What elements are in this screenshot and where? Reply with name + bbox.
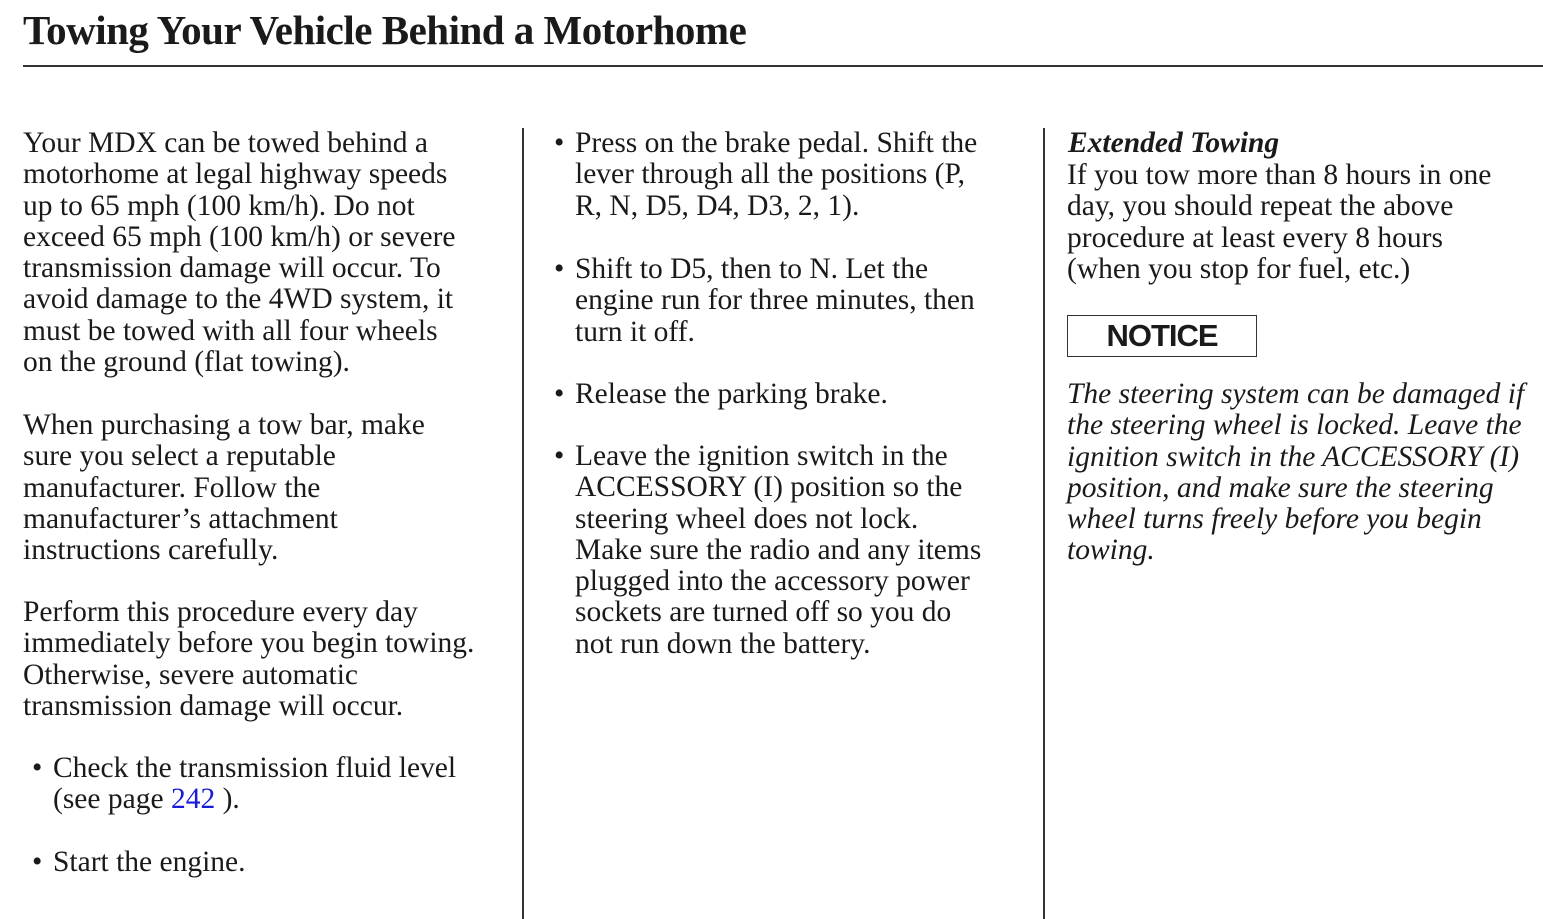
bullet-item — [32, 752, 457, 816]
text-line: When purchasing a tow bar, make — [23, 409, 425, 441]
bullet-item — [554, 127, 978, 222]
text-line: towing. — [1067, 534, 1155, 567]
paragraph — [23, 410, 425, 566]
text-line: (when you stop for fuel, etc.) — [1067, 252, 1411, 285]
text-line: transmission damage will occur. — [23, 689, 404, 722]
bullet-text — [575, 128, 977, 222]
text-line: not run down the battery. — [575, 627, 871, 660]
text-line: Perform this procedure every day — [23, 596, 418, 628]
text-line: transmission damage will occur. To — [23, 252, 441, 285]
text-line: position, and make sure the steering — [1067, 471, 1494, 504]
text-line: must be towed with all four wheels — [23, 314, 438, 347]
bullet-icon: • — [554, 440, 565, 472]
column-divider — [1043, 128, 1045, 919]
page-title: Towing Your Vehicle Behind a Motorhome — [23, 7, 747, 53]
text-line: manufacturer’s attachment — [23, 502, 338, 535]
text-line: Press on the brake pedal. Shift the — [575, 127, 978, 159]
paragraph — [23, 128, 456, 378]
text-line: on the ground (flat towing). — [23, 346, 350, 379]
text-line: Leave the ignition switch in the — [575, 440, 948, 472]
text-line: immediately before you begin towing. — [23, 627, 475, 660]
bullet-item — [32, 846, 246, 878]
text-line: exceed 65 mph (100 km/h) or severe — [23, 220, 456, 253]
title-rule — [23, 65, 1543, 67]
bullet-icon: • — [32, 752, 43, 784]
column-divider — [522, 128, 524, 919]
text-line: engine run for three minutes, then — [575, 284, 975, 317]
text-line: sure you select a reputable — [23, 440, 336, 473]
text-line: If you tow more than 8 hours in one — [1067, 159, 1492, 191]
bullet-text: (see page — [53, 783, 171, 816]
notice-label: NOTICE — [1067, 315, 1257, 357]
text-line: turn it off. — [575, 315, 695, 348]
bullet-icon: • — [554, 127, 565, 159]
bullet-text — [575, 254, 975, 348]
text-line: plugged into the accessory power — [575, 565, 970, 598]
text-line: the steering wheel is locked. Leave the — [1067, 409, 1522, 442]
text-line: Shift to D5, then to N. Let the — [575, 253, 929, 285]
bullet-text: Check the transmission fluid level — [53, 752, 457, 784]
text-line: ACCESSORY (I) position so the — [575, 471, 963, 504]
text-line: sockets are turned off so you do — [575, 596, 952, 629]
text-line: motorhome at legal highway speeds — [23, 158, 448, 191]
bullet-icon: • — [554, 253, 565, 285]
text-line: Otherwise, severe automatic — [23, 658, 359, 691]
bullet-item — [554, 253, 975, 348]
text-line: R, N, D5, D4, D3, 2, 1). — [575, 189, 860, 222]
text-line: Release the parking brake. — [575, 378, 888, 410]
section-heading: Extended Towing — [1068, 127, 1280, 159]
text-line: instructions carefully. — [23, 534, 279, 567]
text-line: avoid damage to the 4WD system, it — [23, 283, 454, 316]
bullet-item — [554, 378, 888, 410]
text-line: steering wheel does not lock. — [575, 502, 919, 535]
bullet-text: ). — [215, 783, 240, 816]
text-line: The steering system can be damaged if — [1067, 378, 1525, 410]
text-line: lever through all the positions (P, — [575, 158, 966, 191]
page-link-242[interactable]: 242 — [170, 783, 216, 816]
bullet-text — [575, 379, 888, 410]
bullet-text — [575, 441, 981, 660]
paragraph — [1067, 160, 1491, 285]
text-line: Your MDX can be towed behind a — [23, 127, 429, 159]
bullet-icon: • — [554, 378, 565, 410]
text-line: procedure at least every 8 hours — [1067, 221, 1443, 254]
text-line: day, you should repeat the above — [1067, 190, 1454, 223]
text-line: manufacturer. Follow the — [23, 471, 321, 504]
bullet-text: Start the engine. — [53, 846, 246, 878]
notice-text — [1067, 379, 1524, 567]
bullet-icon: • — [32, 846, 43, 878]
paragraph — [23, 597, 474, 722]
text-line: Make sure the radio and any items — [575, 533, 982, 566]
text-line: ignition switch in the ACCESSORY (I) — [1067, 440, 1520, 473]
text-line: wheel turns freely before you begin — [1067, 503, 1482, 536]
bullet-item — [554, 440, 982, 660]
text-line: up to 65 mph (100 km/h). Do not — [23, 189, 415, 222]
